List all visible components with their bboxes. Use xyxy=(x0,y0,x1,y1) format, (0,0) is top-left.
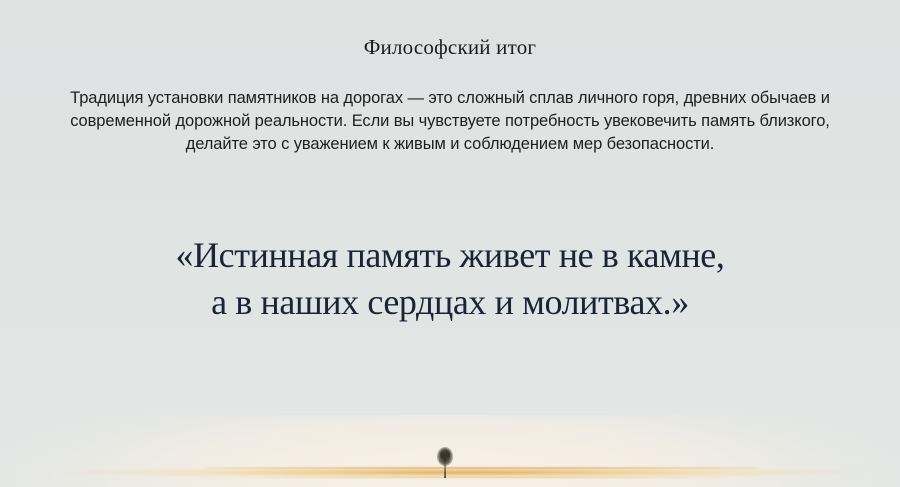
horizon-haze xyxy=(0,415,900,487)
quote-line-1: «Истинная память живет не в камне, xyxy=(175,235,725,275)
horizon-gold-band xyxy=(60,467,870,478)
quote-block xyxy=(0,232,900,326)
intro-paragraph: Традиция установки памятников на дорогах — это сложный сплав личного горя, древних обычаев и современной дорожной реальности. Если вы чувствуете потребность увековечить память близкого, делайте это с уважением к живым и соблюдением мер безопасности. xyxy=(70,89,830,153)
footer-landscape-image xyxy=(0,415,900,487)
lone-tree-icon xyxy=(436,446,454,478)
quote-line-2: а в наших сердцах и молитвах.» xyxy=(211,282,689,322)
page-title: Философский итог xyxy=(363,35,537,59)
